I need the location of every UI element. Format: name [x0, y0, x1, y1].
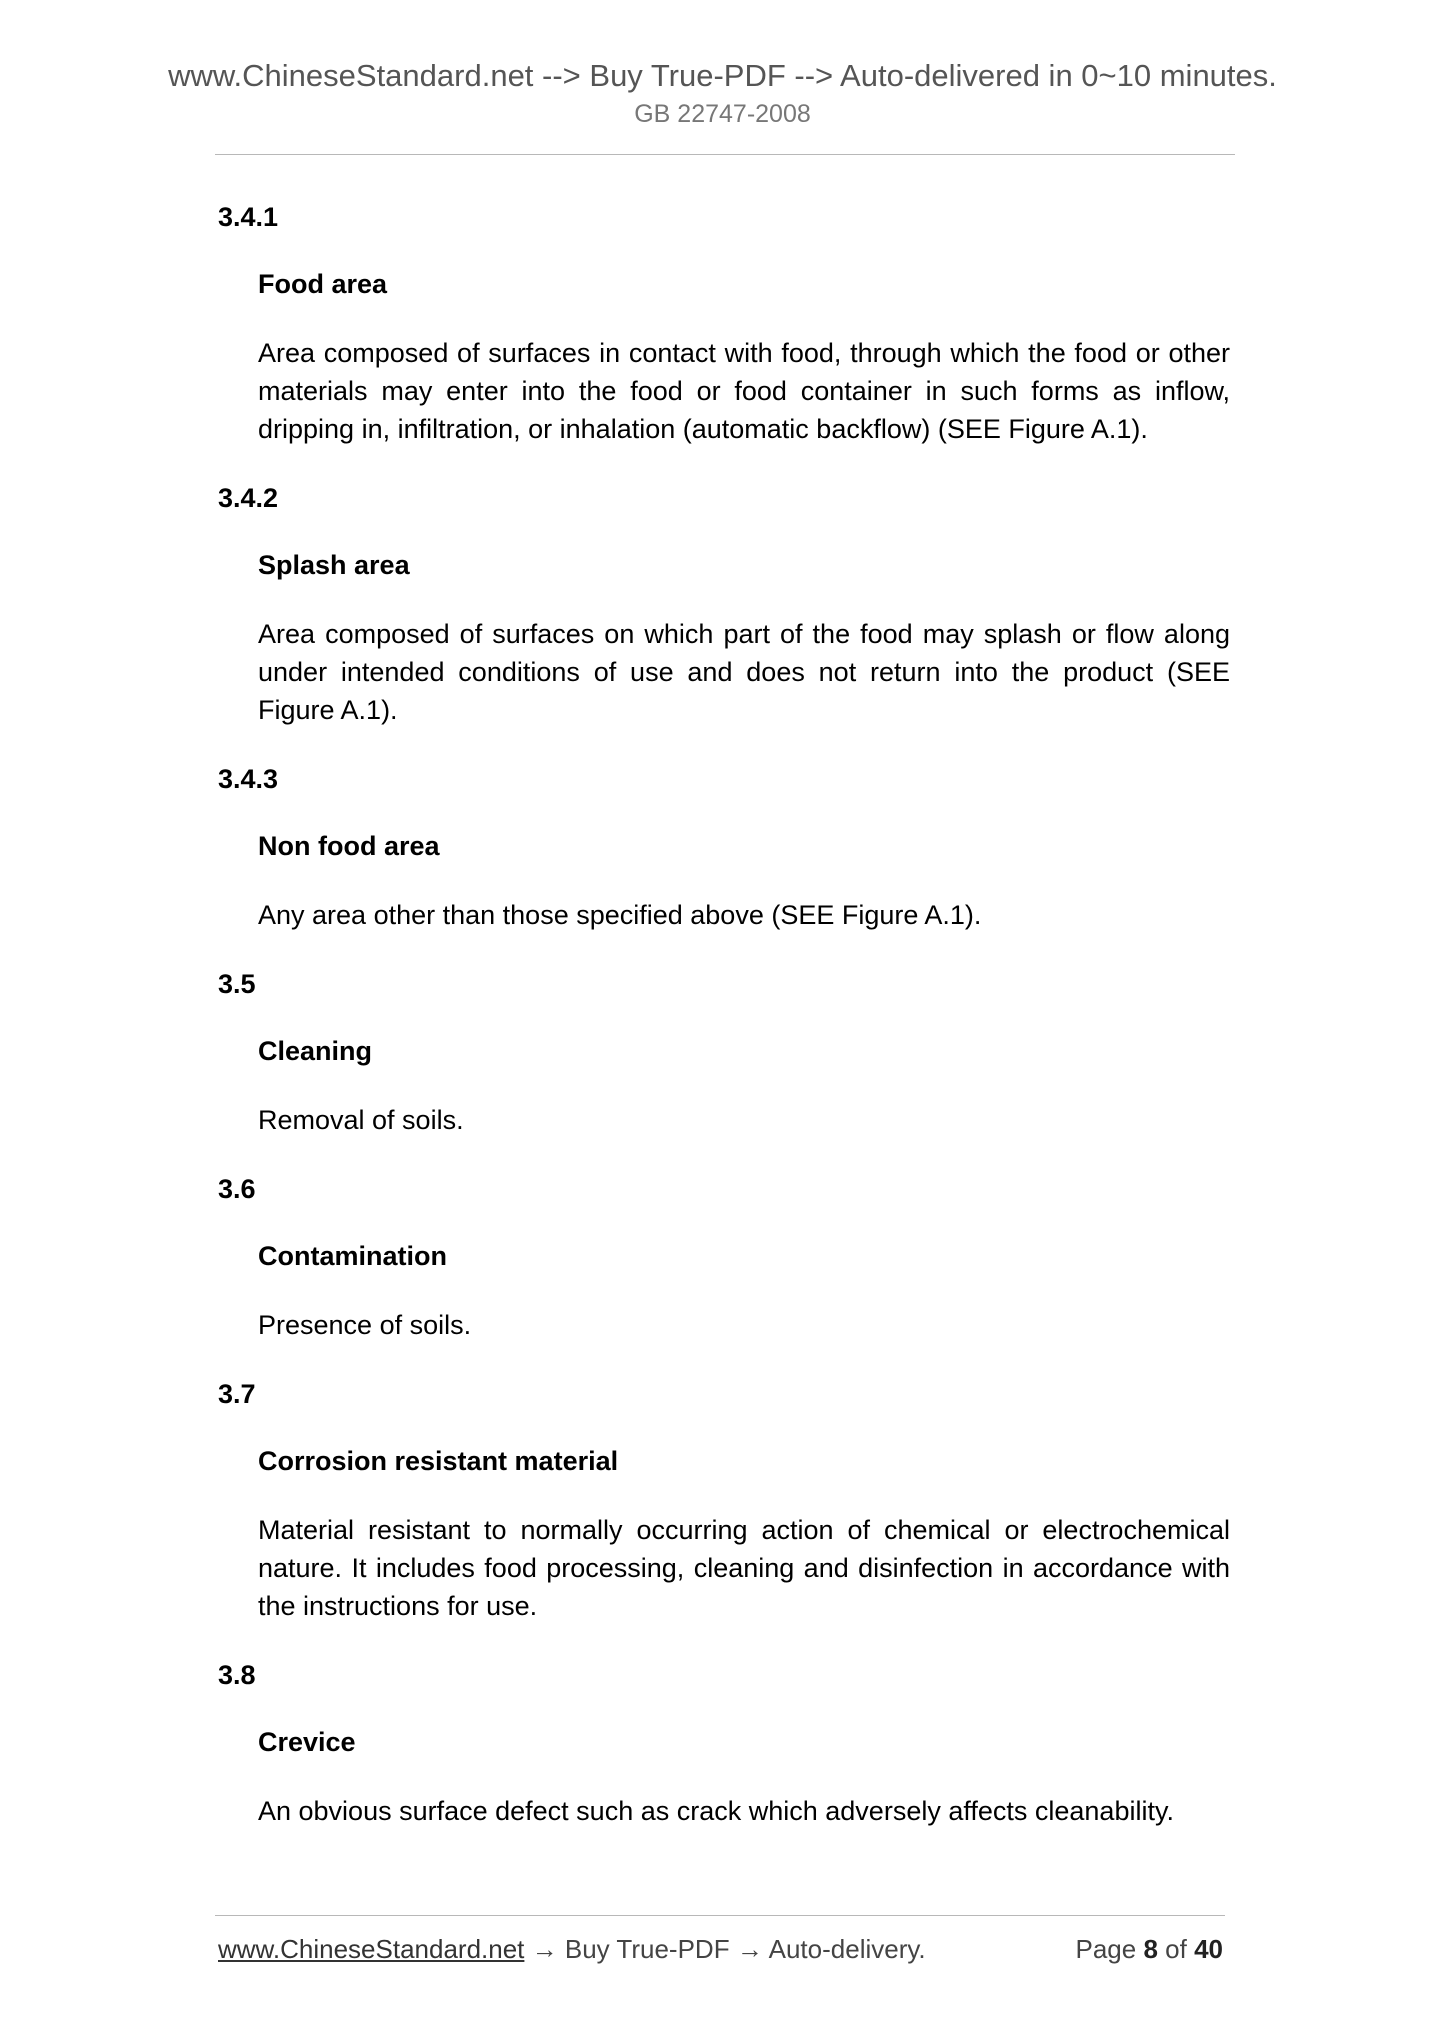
term-title: Food area — [258, 269, 388, 299]
current-page: 8 — [1143, 1934, 1158, 1964]
page-of: of — [1165, 1934, 1187, 1964]
arrow-icon: → — [531, 1934, 558, 1964]
term-definition: Presence of soils. — [258, 1310, 472, 1340]
page-number — [1075, 1932, 1223, 1966]
footer-divider — [215, 1915, 1225, 1916]
clause-number: 3.5 — [218, 969, 256, 999]
term-title: Crevice — [258, 1727, 356, 1757]
document-code: GB 22747-2008 — [634, 100, 811, 128]
section-3-4-3 — [218, 762, 1234, 934]
clause-number: 3.4.3 — [218, 764, 279, 794]
section-3-4-2 — [218, 481, 1234, 729]
term-title: Splash area — [258, 550, 410, 580]
header-banner: www.ChineseStandard.net --> Buy True-PDF --> Auto-delivered in 0~10 minutes. — [168, 58, 1277, 93]
clause-number: 3.6 — [218, 1174, 256, 1204]
total-pages: 40 — [1194, 1934, 1223, 1964]
arrow-icon: → — [736, 1934, 763, 1964]
clause-number: 3.7 — [218, 1379, 256, 1409]
term-title: Corrosion resistant material — [258, 1446, 619, 1476]
clause-number: 3.4.1 — [218, 202, 279, 232]
term-definition: Any area other than those specified above (SEE Figure A.1). — [258, 900, 982, 930]
header-divider — [215, 154, 1235, 155]
section-3-8 — [218, 1658, 1234, 1830]
clause-number: 3.4.2 — [218, 483, 279, 513]
section-3-5 — [218, 967, 1234, 1139]
term-definition: An obvious surface defect such as crack which adversely affects cleanability. — [258, 1796, 1174, 1826]
term-title: Contamination — [258, 1241, 447, 1271]
clause-number: 3.8 — [218, 1660, 256, 1690]
footer-delivery-text: Auto-delivery. — [768, 1934, 926, 1964]
footer-buy-text: Buy True-PDF — [564, 1934, 730, 1964]
document-body — [218, 200, 1234, 1863]
term-title: Cleaning — [258, 1036, 373, 1066]
section-3-6 — [218, 1172, 1234, 1344]
section-3-7 — [218, 1377, 1234, 1625]
page-prefix: Page — [1075, 1934, 1137, 1964]
footer-site-link[interactable]: www.ChineseStandard.net — [218, 1934, 525, 1964]
term-definition: Material resistant to normally occurring action of chemical or electrochemical nature. It includes food processing, cleaning and disinfection in accordance with the instructions for use. — [258, 1515, 1230, 1621]
term-definition: Area composed of surfaces on which part of the food may splash or flow along under intended conditions of use and does not return into the product (SEE Figure A.1). — [258, 619, 1230, 725]
page-header — [0, 56, 1445, 131]
section-3-4-1 — [218, 200, 1234, 448]
page-footer — [218, 1932, 1223, 1966]
term-title: Non food area — [258, 831, 440, 861]
term-definition: Area composed of surfaces in contact with food, through which the food or other materials may enter into the food or food container in such forms as inflow, dripping in, infiltration, or inhalation (automatic backflow) (SEE Figure A.1). — [258, 338, 1230, 444]
term-definition: Removal of soils. — [258, 1105, 464, 1135]
